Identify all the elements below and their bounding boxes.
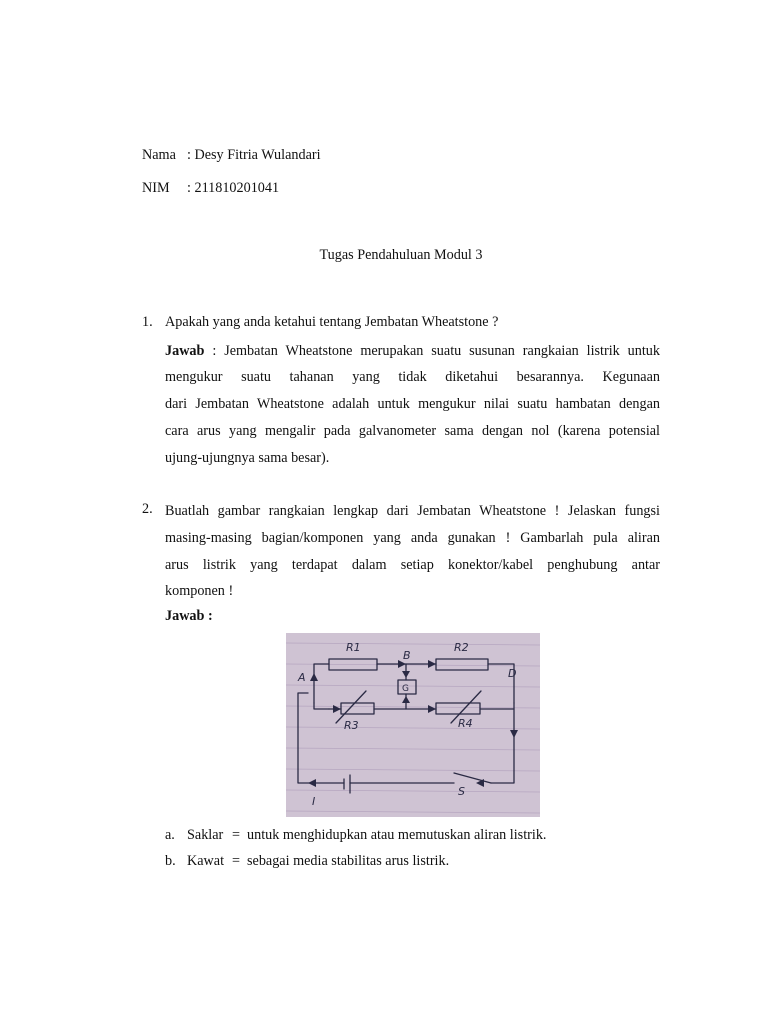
q1-answer-line-1: Jawab : Jembatan Wheatstone merupakan suatu susunan rangkaian listrik untuk (165, 343, 660, 359)
q1-answer-line-4: cara arus yang mengalir pada galvanometer sama dengan nol (karena potensial (165, 423, 660, 439)
component-name: Saklar (187, 827, 224, 843)
q2-number: 2. (142, 501, 153, 517)
label-r1: R1 (346, 641, 361, 654)
name-label: Nama (142, 147, 176, 163)
q1-answer-line-2: mengukur suatu tahanan yang tidak diketahui besarannya. Kegunaan (165, 369, 660, 385)
component-eq: = (231, 853, 240, 869)
label-b: B (403, 649, 411, 662)
q1-answer-line-3: dari Jembatan Wheatstone adalah untuk mengukur nilai suatu hambatan dengan (165, 396, 660, 412)
q2-question-line-3: arus listrik yang terdapat dalam setiap konektor/kabel penghubung antar (165, 557, 660, 573)
nim-value: : 211810201041 (187, 180, 280, 196)
label-s: S (458, 785, 465, 798)
label-d: D (508, 667, 517, 680)
component-eq: = (231, 827, 240, 843)
q1-answer-line-5: ujung-ujungnya sama besar). (165, 450, 330, 466)
name-value: : Desy Fitria Wulandari (187, 147, 321, 163)
wheatstone-circuit-photo (286, 633, 540, 817)
nim-label: NIM (142, 180, 170, 196)
label-r3: R3 (344, 719, 359, 732)
component-desc: sebagai media stabilitas arus listrik. (247, 853, 450, 869)
component-name: Kawat (187, 853, 225, 869)
label-a: A (298, 671, 306, 684)
label-r2: R2 (454, 641, 469, 654)
q1-question: Apakah yang anda ketahui tentang Jembatan Wheatstone ? (165, 314, 499, 330)
component-item (165, 853, 449, 870)
paper-background (286, 633, 540, 817)
q2-question-line-1: Buatlah gambar rangkaian lengkap dari Jembatan Wheatstone ! Jelaskan fungsi (165, 503, 660, 519)
q2-answer-label: Jawab : (165, 608, 213, 624)
component-item (165, 827, 546, 844)
label-r4: R4 (458, 717, 473, 730)
component-desc: untuk menghidupkan atau memutuskan aliran listrik. (247, 827, 547, 843)
q2-question-line-2: masing-masing bagian/komponen yang anda gunakan ! Gambarlah pula aliran (165, 530, 660, 546)
label-g: G (402, 684, 409, 694)
document-title: Tugas Pendahuluan Modul 3 (319, 247, 483, 263)
q1-answer-label: Jawab (165, 343, 205, 359)
q1-number: 1. (142, 314, 153, 330)
label-i: I (312, 795, 316, 808)
component-marker: b. (165, 853, 176, 869)
q2-question-line-4: komponen ! (165, 583, 234, 599)
component-marker: a. (165, 827, 175, 843)
